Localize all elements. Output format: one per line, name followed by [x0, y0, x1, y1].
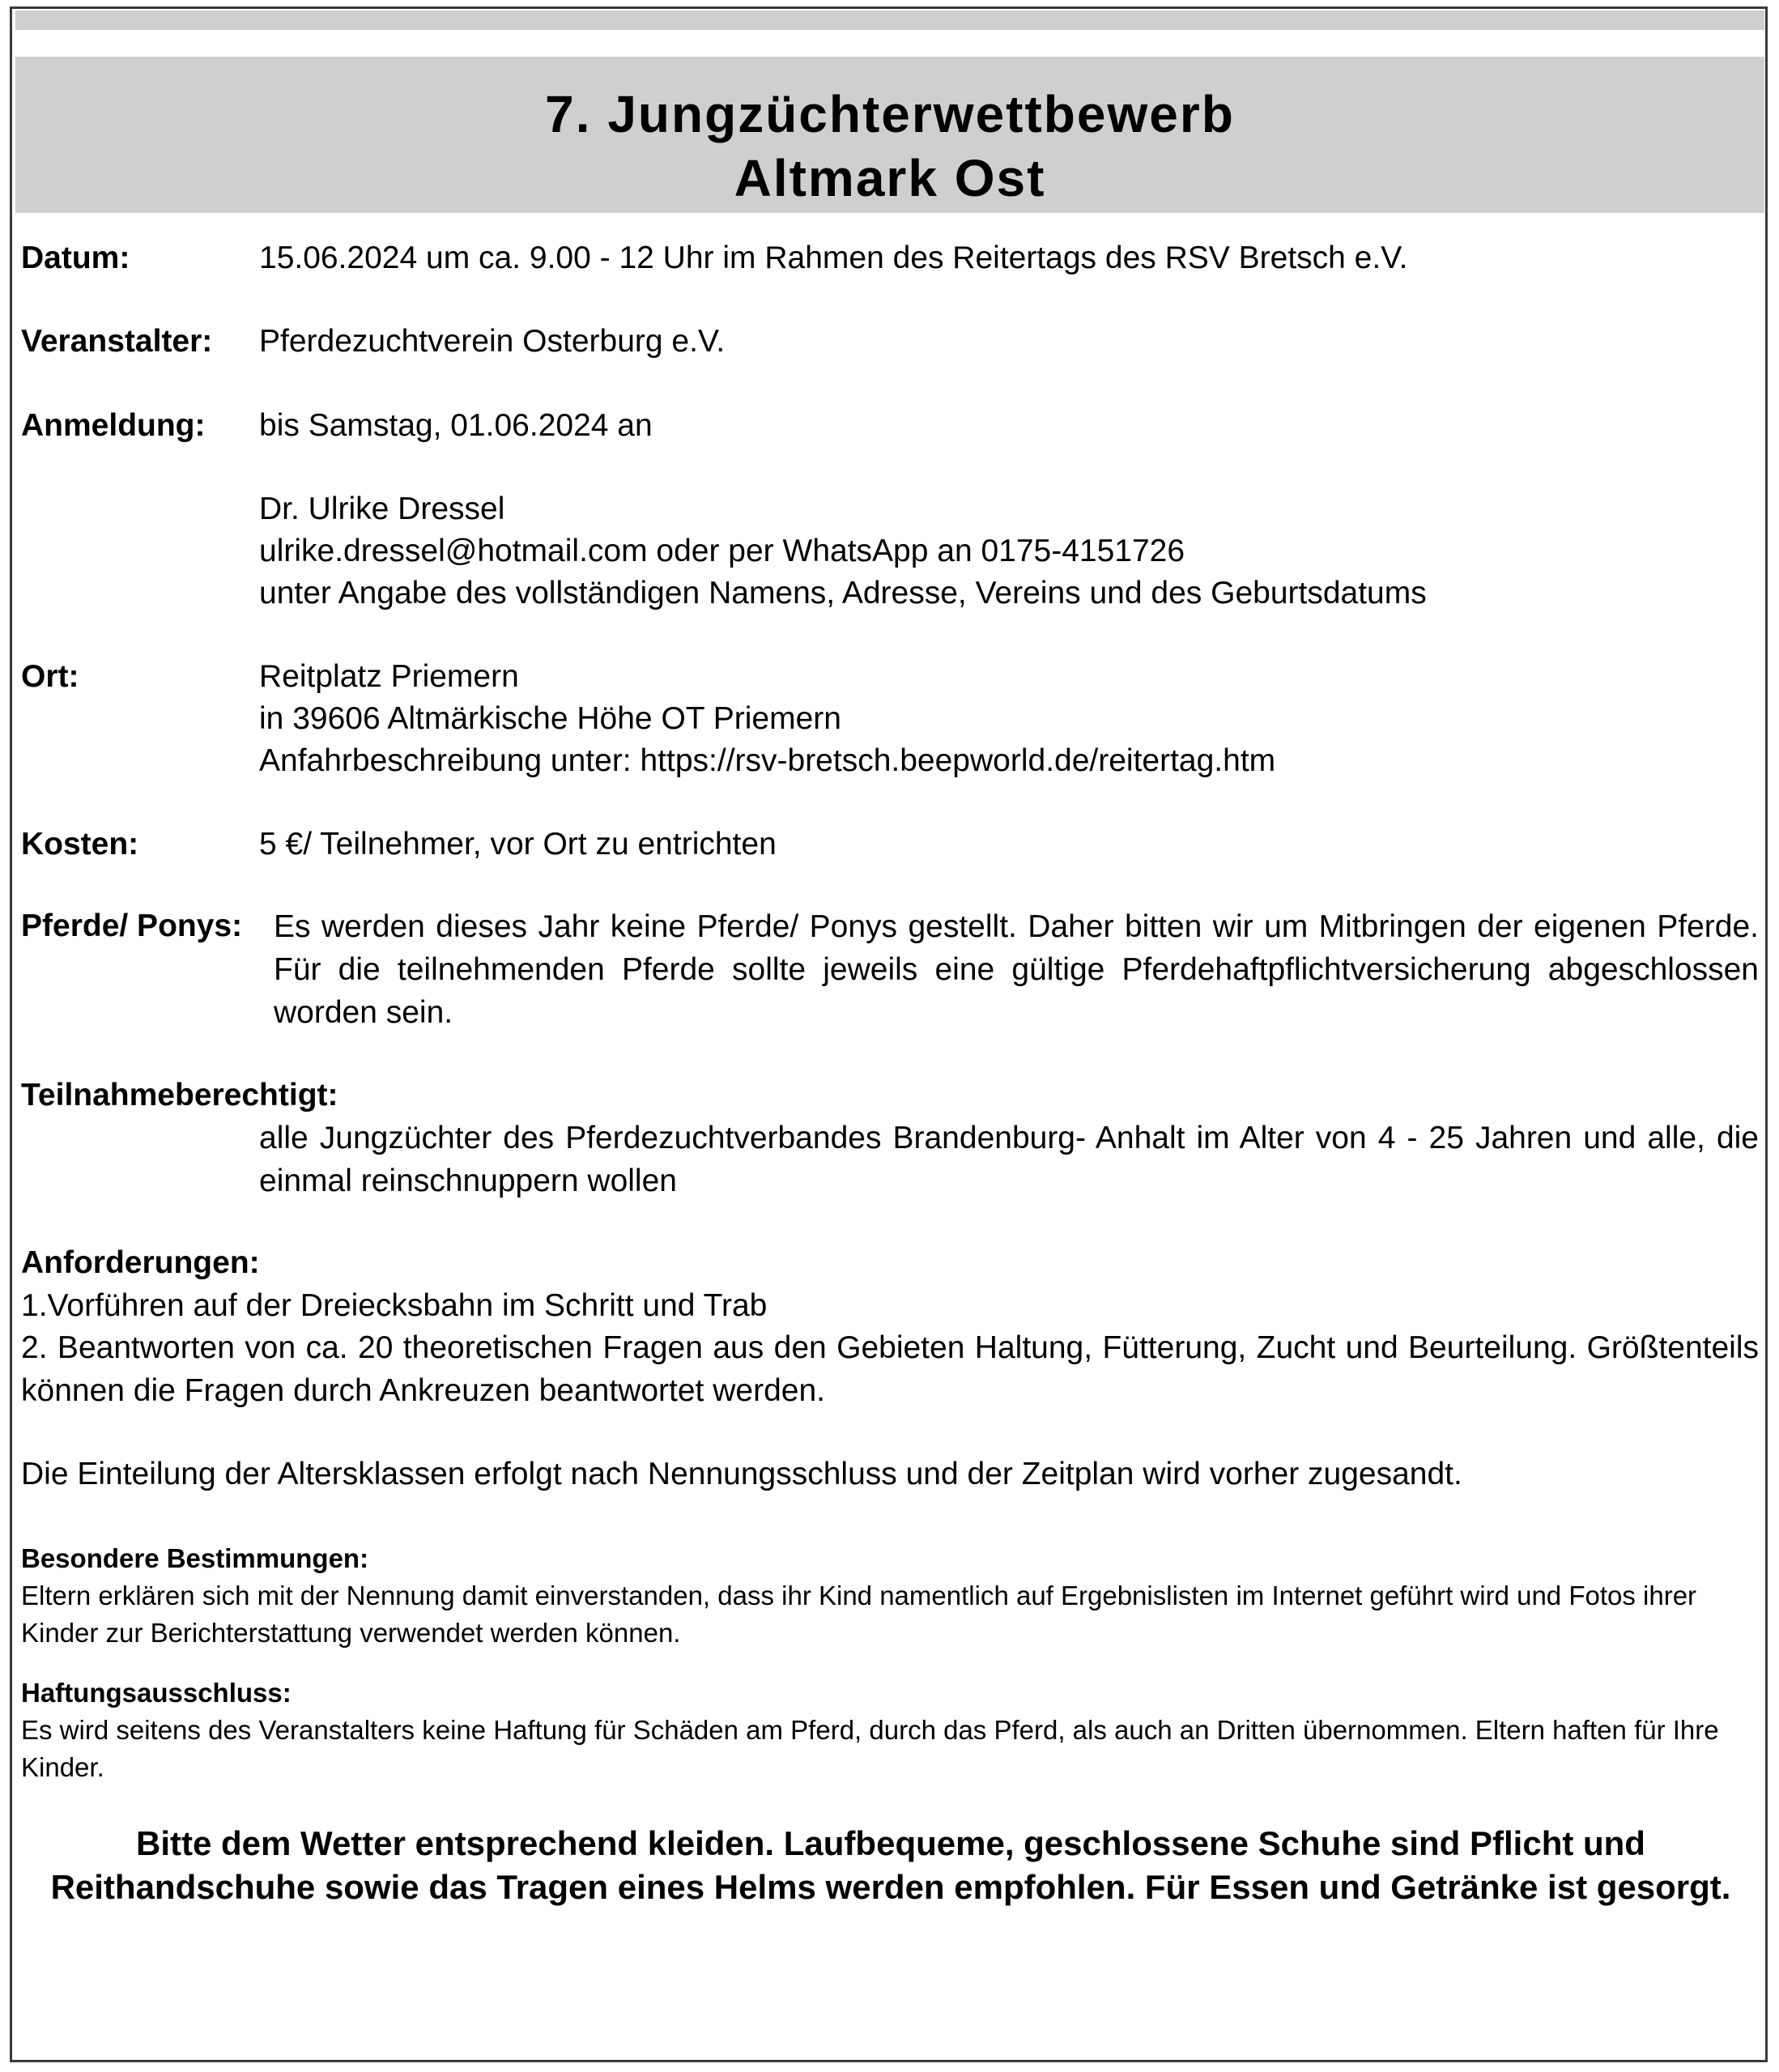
teilnahme-label: Teilnahmeberechtigt: — [21, 1078, 338, 1113]
title-line-1: 7. Jungzüchterwettbewerb — [545, 85, 1235, 143]
einteilung-text: Die Einteilung der Altersklassen erfolgt nach Nennungsschluss und der Zeitplan wird vorher zugesandt. — [21, 1457, 1462, 1491]
kosten-value: 5 €/ Teilnehmer, vor Ort zu entrichten — [259, 827, 777, 862]
haftung-label: Haftungsausschluss: — [21, 1678, 292, 1708]
anforderung-2: 2. Beantworten von ca. 20 theoretischen Fragen aus den Gebieten Haltung, Fütterung, Zucht und Beurteilung. Größtenteils können die Fragen durch Ankreuzen beantwortet werden. — [21, 1330, 1759, 1408]
besondere-text: Eltern erklären sich mit der Nennung damit einverstanden, dass ihr Kind namentlich auf Ergebnislisten im Internet geführt wird und Fotos ihrer Kinder zur Berichterstattung verwendet werden können. — [21, 1581, 1697, 1648]
datum-label: Datum: — [21, 240, 130, 275]
ort-line-2: in 39606 Altmärkische Höhe OT Priemern — [259, 701, 841, 736]
ort-line-1: Reitplatz Priemern — [259, 659, 519, 694]
ort-label: Ort: — [21, 659, 79, 694]
pferde-text: Es werden dieses Jahr keine Pferde/ Ponys gestellt. Daher bitten wir um Mitbringen der eigenen Pferde. Für die teilnehmenden Pferde sollte jeweils eine gültige Pferdehaftpflichtversicherung abgeschlossen worden sein. — [274, 909, 1759, 1030]
closing-note: Bitte dem Wetter entsprechend kleiden. Laufbequeme, geschlossene Schuhe sind Pflicht und Reithandschuhe sowie das Tragen eines Helms werden empfohlen. Für Essen und Getränke ist gesorgt. — [50, 1824, 1731, 1906]
anmeldung-contact-note: unter Angabe des vollständigen Namens, Adresse, Vereins und des Geburtsdatums — [259, 576, 1427, 611]
haftung-text: Es wird seitens des Veranstalters keine Haftung für Schäden am Pferd, durch das Pferd, als auch an Dritten übernommen. Eltern haften für Ihre Kinder. — [21, 1715, 1719, 1782]
anmeldung-contact-email: ulrike.dressel@hotmail.com oder per WhatsApp an 0175-4151726 — [259, 534, 1185, 568]
datum-value: 15.06.2024 um ca. 9.00 - 12 Uhr im Rahmen des Reitertags des RSV Bretsch e.V. — [259, 240, 1408, 275]
anmeldung-label: Anmeldung: — [21, 408, 206, 443]
anforderung-1: 1.Vorführen auf der Dreiecksbahn im Schritt und Trab — [21, 1288, 768, 1323]
veranstalter-value: Pferdezuchtverein Osterburg e.V. — [259, 324, 726, 359]
teilnahme-text: alle Jungzüchter des Pferdezuchtverbandes Brandenburg- Anhalt im Alter von 4 - 25 Jahren und alle, die einmal reinschnuppern wollen — [259, 1121, 1759, 1198]
pferde-label: Pferde/ Ponys: — [21, 908, 243, 943]
besondere-label: Besondere Bestimmungen: — [21, 1543, 369, 1573]
title-line-2: Altmark Ost — [734, 149, 1046, 207]
besondere-section — [21, 1540, 1762, 1652]
veranstalter-label: Veranstalter: — [21, 324, 213, 359]
haftung-section — [21, 1674, 1762, 1786]
ort-directions-link: Anfahrbeschreibung unter: https://rsv-bretsch.beepworld.de/reitertag.htm — [259, 743, 1276, 778]
anforderungen-label: Anforderungen: — [21, 1245, 260, 1280]
title-banner — [15, 57, 1764, 213]
kosten-label: Kosten: — [21, 827, 139, 862]
anmeldung-value: bis Samstag, 01.06.2024 an — [259, 408, 653, 443]
header-stripe — [15, 11, 1764, 30]
anmeldung-contact-name: Dr. Ulrike Dressel — [259, 491, 505, 526]
